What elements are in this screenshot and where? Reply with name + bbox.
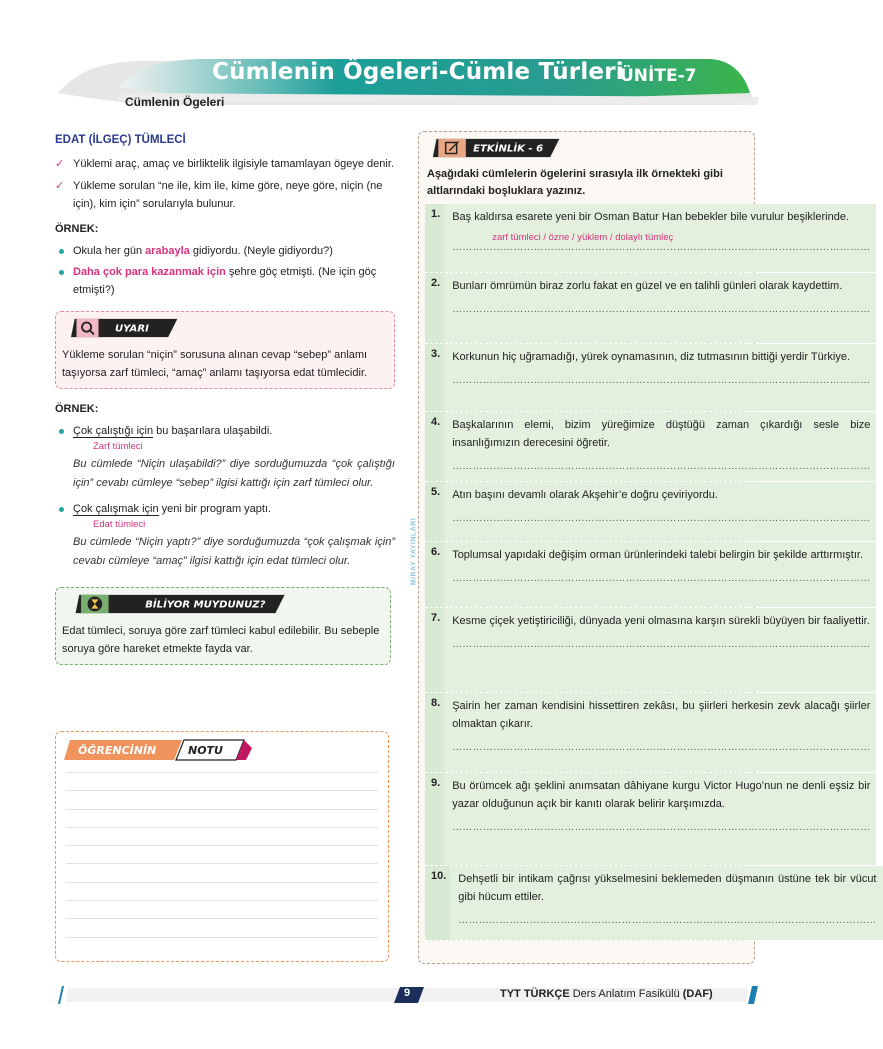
- example-heading: ÖRNEK:: [55, 403, 99, 415]
- info-box: [55, 587, 391, 665]
- student-note-box: [55, 731, 389, 962]
- section-title: EDAT (İLGEÇ) TÜMLECİ: [55, 134, 186, 146]
- task-item: [425, 542, 871, 608]
- annotation: Edat tümleci: [93, 519, 146, 530]
- left-column: [55, 128, 395, 665]
- sample-answer: zarf tümleci / özne / yüklem / dolaylı tümleç: [492, 232, 674, 243]
- task-item: [425, 482, 871, 542]
- warning-tag: [66, 317, 186, 339]
- task-number: 10.: [425, 866, 446, 940]
- svg-text:BİLİYOR MUYDUNUZ?: BİLİYOR MUYDUNUZ?: [145, 599, 266, 611]
- note-line: [66, 790, 378, 791]
- answer-line[interactable]: ……………………………………………………………………………………………………………: [452, 461, 871, 472]
- task-number: 7.: [425, 608, 440, 692]
- task-item: [425, 204, 871, 273]
- note-tag: [64, 738, 254, 762]
- task-number: 1.: [425, 204, 440, 272]
- bullet-icon: [59, 429, 64, 434]
- page-number: 9: [403, 987, 411, 999]
- checkmark-icon: ✓: [55, 158, 65, 170]
- info-text: Edat tümleci, soruya göre zarf tümleci kabul edilebilir. Bu sebeple soruya göre hareket etmekte fayda var.: [62, 625, 380, 655]
- task-number: 4.: [425, 412, 440, 481]
- annotation: Zarf tümleci: [93, 441, 143, 452]
- bullet-icon: [59, 249, 64, 254]
- task-number: 3.: [425, 344, 440, 411]
- answer-line[interactable]: ……………………………………………………………………………………………………………: [452, 573, 871, 584]
- list-item: ✓ Yüklemi araç, amaç ve birliktelik ilgisiyle tamamlayan ögeye denir.: [55, 155, 395, 173]
- explanation: Bu cümlede “Niçin ulaşabildi?” diye sorduğumuzda “çok çalıştığı için” cevabı cümleye “sebep” ilgisi kattığı için zarf tümleci olur.: [73, 458, 395, 489]
- task-number: 5.: [425, 482, 440, 541]
- answer-line[interactable]: ……………………………………………………………………………………………………………: [452, 513, 871, 524]
- example-block: [55, 423, 395, 453]
- section-subtitle: Cümlenin Ögeleri: [125, 95, 225, 109]
- example-list: [55, 242, 395, 299]
- note-lines: [66, 772, 378, 955]
- example-heading: ÖRNEK:: [55, 223, 99, 235]
- note-line: [66, 900, 378, 901]
- activity-instructions: Aşağıdaki cümlelerin ögelerini sırasıyla ilk örnekteki gibi altlarındaki boşluklara yazınız.: [427, 168, 723, 197]
- warning-box: [55, 311, 395, 389]
- task-list: [425, 204, 877, 941]
- task-sentence: Dehşetli bir intikam çağrısı yükselmesini beklemeden düşmanın üstüne tek bir vücut gibi hücum ettiler.: [458, 873, 877, 903]
- list-item: ✓ Yükleme sorulan “ne ile, kim ile, kime göre, neye göre, niçin (ne için), kim için” sorularıyla bulunur.: [55, 177, 395, 213]
- task-item: [425, 412, 871, 482]
- note-line: [66, 845, 378, 846]
- example-sentence: Çok çalışmak için yeni bir program yaptı.: [73, 503, 272, 515]
- task-number: 2.: [425, 273, 440, 343]
- note-line: [66, 882, 378, 883]
- task-item: [425, 273, 871, 344]
- note-line: [66, 772, 378, 773]
- definition-list: [55, 155, 395, 213]
- task-item: [425, 344, 871, 412]
- answer-line[interactable]: ……………………………………………………………………………………………………………: [452, 375, 871, 386]
- svg-text:NOTU: NOTU: [188, 744, 223, 757]
- task-sentence: Başkalarının elemi, bizim yüreğimize düştüğü zaman çıkardığı sesle bize insanlığımızın derecesini öğretir.: [452, 419, 871, 449]
- bullet-icon: [59, 507, 64, 512]
- activity-tag: [427, 137, 567, 159]
- publisher-vertical: MİRAY YAYINLARI: [410, 517, 418, 586]
- task-item: [425, 608, 871, 693]
- task-sentence: Kesme çiçek yetiştiriciliği, dünyada yeni olmasına karşın sürekli büyüyen bir faaliyettir.: [452, 615, 870, 627]
- task-sentence: Toplumsal yapıdaki değişim orman ürünlerindeki talebi belirgin bir şekilde arttırmıştır.: [452, 549, 864, 561]
- svg-text:UYARI: UYARI: [115, 323, 149, 335]
- checkmark-icon: ✓: [55, 180, 65, 192]
- hourglass-icon: [88, 597, 103, 612]
- list-item: Daha çok para kazanmak için şehre göç etmişti. (Ne için göç etmişti?): [55, 263, 395, 299]
- answer-line[interactable]: ……………………………………………………………………………………………………………: [458, 915, 877, 926]
- info-tag: [66, 593, 296, 615]
- unit-label: ÜNİTE-7: [620, 66, 697, 86]
- warning-text: Yükleme sorulan “niçin” sorusuna alınan cevap “sebep” anlamı taşıyorsa zarf tümleci, “amaç” anlamı taşıyorsa edat tümlecidir.: [62, 349, 368, 379]
- task-sentence: Atın başını devamlı olarak Akşehir’e doğru çeviriyordu.: [452, 489, 718, 501]
- task-sentence: Korkunun hiç uğramadığı, yürek oynamasının, diz tutmasının bittiği yerdir Türkiye.: [452, 351, 851, 363]
- note-line: [66, 809, 378, 810]
- note-line: [66, 918, 378, 919]
- answer-line[interactable]: ……………………………………………………………………………………………………………: [452, 304, 871, 315]
- svg-text:ETKİNLİK - 6: ETKİNLİK - 6: [473, 143, 544, 155]
- task-sentence: Baş kaldırsa esarete yeni bir Osman Batur Han bebekler bile vurulur beşiklerinde.: [452, 211, 849, 223]
- task-number: 9.: [425, 773, 440, 865]
- note-line: [66, 937, 378, 938]
- answer-line[interactable]: ……………………………………………………………………………………………………………: [452, 242, 871, 253]
- note-line: [66, 827, 378, 828]
- example-block: [55, 501, 395, 531]
- bullet-icon: [59, 270, 64, 275]
- task-sentence: Bu örümcek ağı şeklini anımsatan dâhiyane kurgu Victor Hugo’nun ne denli eşsiz bir yazar olduğunun açık bir kanıtı olarak belirir karşımızda.: [452, 780, 871, 810]
- list-item: Okula her gün arabayla gidiyordu. (Neyle gidiyordu?): [55, 242, 395, 260]
- answer-line[interactable]: ……………………………………………………………………………………………………………: [452, 639, 871, 650]
- task-number: 6.: [425, 542, 440, 607]
- task-number: 8.: [425, 693, 440, 772]
- svg-text:ÖĞRENCİNİN: ÖĞRENCİNİN: [78, 744, 157, 757]
- task-sentence: Bunları ömrümün biraz zorlu fakat en güzel ve en talihli günleri olarak kaydettim.: [452, 280, 843, 292]
- task-item: [425, 866, 877, 941]
- example-sentence: Çok çalıştığı için bu başarılara ulaşabildi.: [73, 425, 273, 437]
- task-sentence: Şairin her zaman kendisini hissettiren zekâsı, bu şiirleri herkesin zevk alacağı şiirler olmaktan çıkarır.: [452, 700, 871, 730]
- answer-line[interactable]: ……………………………………………………………………………………………………………: [452, 822, 871, 833]
- task-item: [425, 693, 871, 773]
- chapter-title: Cümlenin Ögeleri-Cümle Türleri: [212, 59, 624, 85]
- highlight: Daha çok para kazanmak için: [73, 266, 226, 278]
- note-line: [66, 863, 378, 864]
- answer-line[interactable]: ……………………………………………………………………………………………………………: [452, 742, 871, 753]
- task-item: [425, 773, 871, 866]
- highlight: arabayla: [145, 245, 190, 257]
- footer-brand: TYT TÜRKÇE Ders Anlatım Fasikülü (DAF): [500, 988, 713, 1000]
- explanation: Bu cümlede “Niçin yaptı?” diye sorduğumuzda “çok çalışmak için” cevabı cümleye “amaç” ilgisi kattığı için edat tümleci olur.: [73, 536, 395, 567]
- activity-box: [418, 131, 877, 964]
